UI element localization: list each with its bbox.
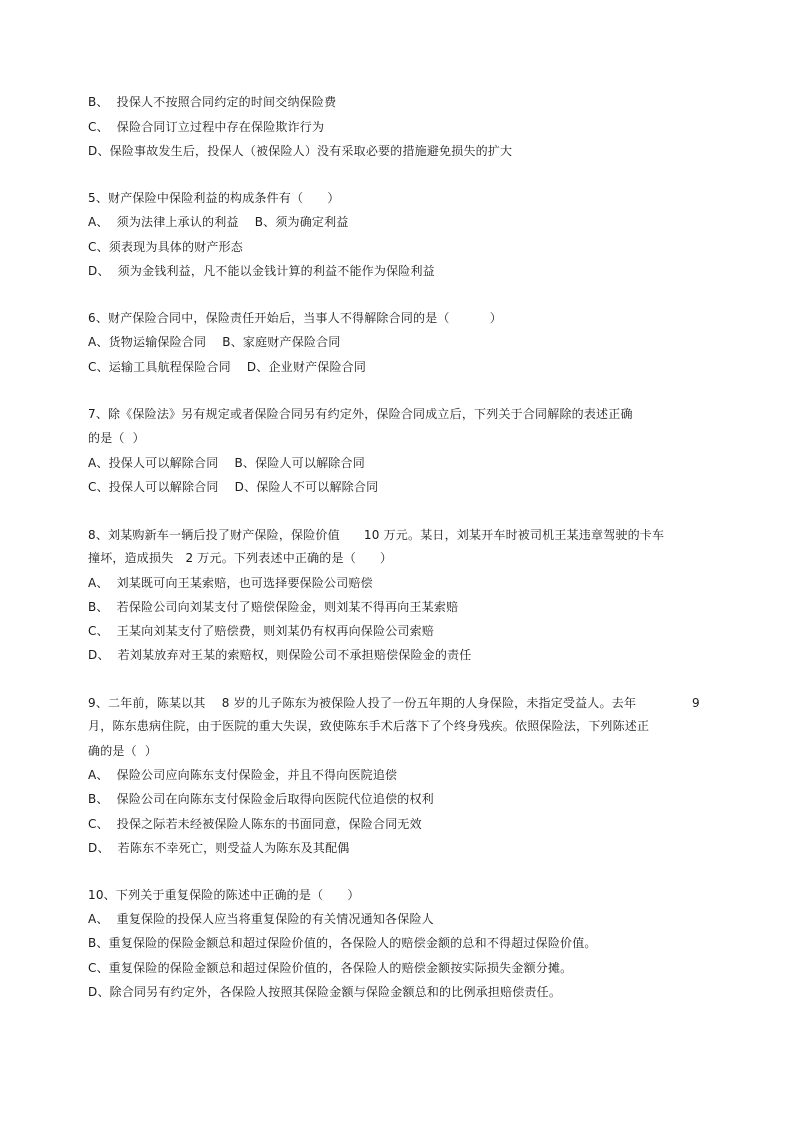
q6-options-cd: C、运输工具航程保险合同 D、企业财产保险合同: [88, 360, 367, 374]
q7-stem-line2: 的是（ ）: [88, 431, 145, 445]
q6-options-ab: A、货物运输保险合同 B、家庭财产保险合同: [88, 335, 341, 349]
q4-option-b: B、 投保人不按照合同约定的时间交纳保险费: [88, 95, 337, 109]
q8-stem-line1: 8、刘某购新车一辆后投了财产保险，保险价值 10 万元。某日，刘某开车时被司机王某违章驾驶的卡车: [88, 528, 665, 542]
q9-option-d: D、 若陈东不幸死亡，则受益人为陈东及其配偶: [88, 841, 350, 855]
q5-stem: 5、财产保险中保险利益的构成条件有（ ）: [88, 191, 340, 205]
q8-option-b: B、 若保险公司向刘某支付了赔偿保险金，则刘某不得再向王某索赔: [88, 600, 459, 614]
q9-option-c: C、 投保之际若未经被保险人陈东的书面同意，保险合同无效: [88, 817, 422, 831]
q8-option-a: A、 刘某既可向王某索赔，也可选择要保险公司赔偿: [88, 576, 373, 590]
q10-option-b: B、重复保险的保险金额总和超过保险价值的，各保险人的赔偿金额的总和不得超过保险价值。: [88, 936, 597, 950]
q9-stem-line1-tail: 9: [692, 696, 700, 710]
q10-option-a: A、 重复保险的投保人应当将重复保险的有关情况通知各保险人: [88, 912, 434, 926]
q9-option-a: A、 保险公司应向陈东支付保险金，并且不得向医院追偿: [88, 768, 398, 782]
q4-option-d: D、保险事故发生后，投保人（被保险人）没有采取必要的措施避免损失的扩大: [88, 144, 513, 158]
q5-option-c: C、须表现为具体的财产形态: [88, 240, 243, 254]
q9-option-b: B、 保险公司在向陈东支付保险金后取得向医院代位追偿的权利: [88, 792, 434, 806]
q9-stem-line1: 9、二年前，陈某以其 8 岁的儿子陈东为被保险人投了一份五年期的人身保险，未指定受益人。去年: [88, 696, 637, 710]
q10-option-c: C、重复保险的保险金额总和超过保险价值的，各保险人的赔偿金额按实际损失金额分摊。: [88, 961, 573, 975]
q10-stem: 10、下列关于重复保险的陈述中正确的是（ ）: [88, 888, 360, 902]
q9-stem-line3: 确的是（ ）: [88, 744, 158, 758]
q9-stem-line2: 月，陈东患病住院，由于医院的重大失误，致使陈东手术后落下了个终身残疾。依照保险法，下列陈述正: [88, 719, 650, 733]
q10-option-d: D、除合同另有约定外，各保险人按照其保险金额与保险金额总和的比例承担赔偿责任。: [88, 985, 562, 999]
q8-option-c: C、 王某向刘某支付了赔偿费，则刘某仍有权再向保险公司索赔: [88, 624, 435, 638]
q5-option-d: D、 须为金钱利益，凡不能以金钱计算的利益不能作为保险利益: [88, 264, 435, 278]
q7-options-cd: C、投保人可以解除合同 D、保险人不可以解除合同: [88, 480, 379, 494]
q8-stem-line2: 撞坏，造成损失 2 万元。下列表述中正确的是（ ）: [88, 551, 393, 565]
q6-stem: 6、财产保险合同中，保险责任开始后，当事人不得解除合同的是（ ）: [88, 311, 502, 325]
q8-option-d: D、 若刘某放弃对王某的索赔权，则保险公司不承担赔偿保险金的责任: [88, 648, 472, 662]
q4-option-c: C、 保险合同订立过程中存在保险欺诈行为: [88, 120, 325, 134]
q5-options-ab: A、 须为法律上承认的利益 B、须为确定利益: [88, 215, 349, 229]
q7-stem-line1: 7、除《保险法》另有规定或者保险合同另有约定外，保险合同成立后，下列关于合同解除的表述正确: [88, 407, 633, 421]
q7-options-ab: A、投保人可以解除合同 B、保险人可以解除合同: [88, 456, 365, 470]
